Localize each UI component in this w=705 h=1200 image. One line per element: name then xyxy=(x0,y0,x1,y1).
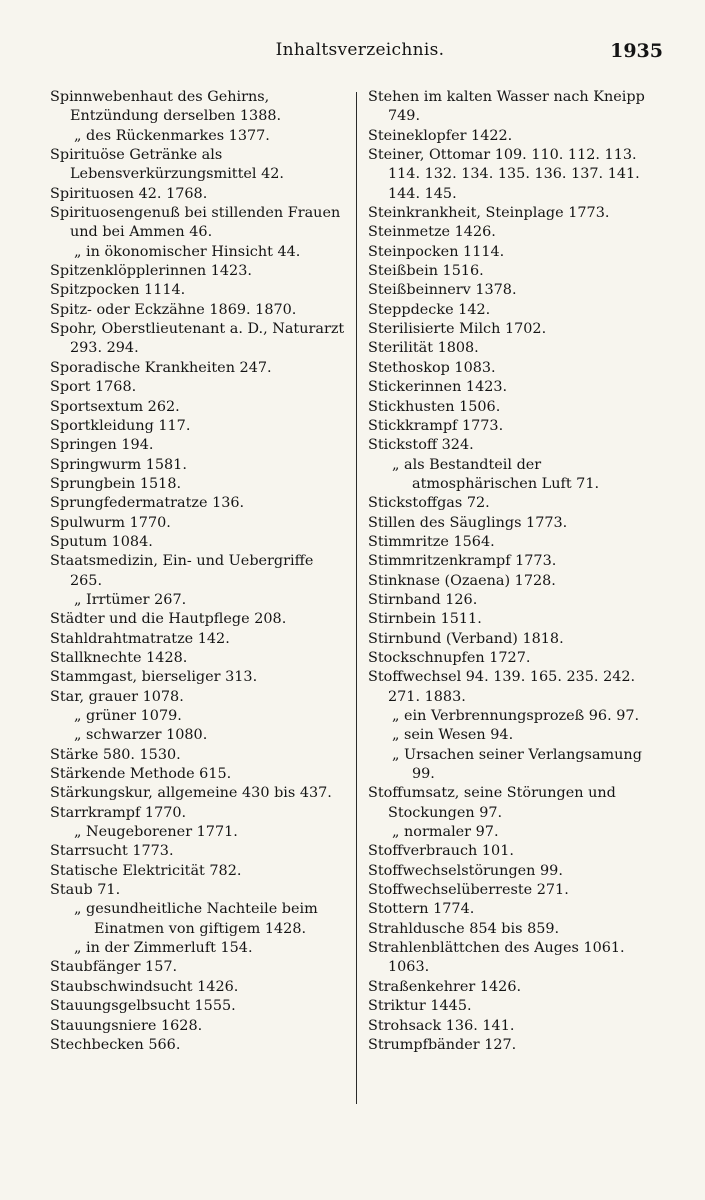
index-entry: Stammgast, bierseliger 313. xyxy=(50,669,258,686)
index-entry: Striktur 1445. xyxy=(368,998,472,1015)
index-entry: Stoffverbrauch 101. xyxy=(368,843,514,860)
index-entry: Sputum 1084. xyxy=(50,533,153,550)
index-entry: Sprungfedermatratze 136. xyxy=(50,495,245,512)
index-subentry: „ Irrtümer 267. xyxy=(74,591,187,608)
index-column-left xyxy=(50,88,346,1055)
index-entry: Strohsack 136. 141. xyxy=(368,1017,515,1034)
index-subentry: „ gesundheitliche Nachteile beim Einatmen von giftigem 1428. xyxy=(74,901,318,937)
index-entry: Steiner, Ottomar 109. 110. 112. 113. 114. 132. 134. 135. 136. 137. 141. 144. 145. xyxy=(368,147,640,202)
index-entry: Sportsextum 262. xyxy=(50,398,180,415)
index-entry: Sprungbein 1518. xyxy=(50,475,182,492)
index-entry: Stinknase (Ozaena) 1728. xyxy=(368,572,556,589)
index-subentry: „ des Rückenmarkes 1377. xyxy=(74,127,270,144)
index-entry: Stimmritzenkrampf 1773. xyxy=(368,553,557,570)
column-divider xyxy=(356,92,357,1104)
index-entry: Stauungsgelbsucht 1555. xyxy=(50,998,236,1015)
index-entry: Sterilisierte Milch 1702. xyxy=(368,321,547,338)
index-entry: Stockschnupfen 1727. xyxy=(368,649,531,666)
index-entry: Städter und die Hautpflege 208. xyxy=(50,611,287,628)
index-entry: Stehen im kalten Wasser nach Kneipp 749. xyxy=(368,89,645,125)
index-entry: Spitzenklöpplerinnen 1423. xyxy=(50,263,252,280)
index-entry: Stickstoff 324. xyxy=(368,437,474,454)
index-entry: Stallknechte 1428. xyxy=(50,649,188,666)
page-number: 1935 xyxy=(610,40,663,62)
index-entry: Stoffwechsel 94. 139. 165. 235. 242. 271. 1883. xyxy=(368,669,636,705)
index-subentry: „ ein Verbrennungsprozeß 96. 97. xyxy=(392,708,640,724)
index-entry: Stechbecken 566. xyxy=(50,1036,181,1053)
index-subentry: „ Neugeborener 1771. xyxy=(74,824,238,841)
index-entry: Steppdecke 142. xyxy=(368,301,491,318)
index-entry: Steißbein 1516. xyxy=(368,263,484,280)
index-entry: Stimmritze 1564. xyxy=(368,533,495,550)
index-entry: Starrsucht 1773. xyxy=(50,843,174,860)
index-entry: Spinnwebenhaut des Gehirns, Entzündung derselben 1388. xyxy=(50,89,282,125)
index-entry: Staubschwindsucht 1426. xyxy=(50,978,239,995)
index-subentry: „ sein Wesen 94. xyxy=(392,727,514,744)
index-entry: Stirnbund (Verband) 1818. xyxy=(368,630,564,647)
index-entry: Spulwurm 1770. xyxy=(50,514,171,531)
index-entry: Statische Elektricität 782. xyxy=(50,862,242,879)
index-entry: Strahlenblättchen des Auges 1061. 1063. xyxy=(368,940,625,976)
index-column-right xyxy=(368,88,668,1055)
index-entry: Spirituosen 42. 1768. xyxy=(50,185,208,202)
index-subentry: „ als Bestandteil der atmosphärischen Luft 71. xyxy=(392,456,600,492)
index-entry: Springen 194. xyxy=(50,437,154,454)
index-entry: Spirituosengenuß bei stillenden Frauen und bei Ammen 46. xyxy=(50,205,341,241)
index-entry: Stickstoffgas 72. xyxy=(368,495,490,512)
index-entry: Stickerinnen 1423. xyxy=(368,379,508,396)
index-subentry: „ in ökonomischer Hinsicht 44. xyxy=(74,243,301,260)
index-entry: Steineklopfer 1422. xyxy=(368,127,513,144)
index-entry: Stethoskop 1083. xyxy=(368,359,496,376)
index-entry: Spohr, Oberstlieutenant a. D., Naturarzt 293. 294. xyxy=(50,321,345,357)
index-entry: Starrkrampf 1770. xyxy=(50,804,187,821)
index-entry: Steinmetze 1426. xyxy=(368,224,496,241)
index-entry: Stärkungskur, allgemeine 430 bis 437. xyxy=(50,785,332,802)
index-entry: Steinkrankheit, Steinplage 1773. xyxy=(368,205,610,222)
index-subentry: „ in der Zimmerluft 154. xyxy=(74,940,253,957)
index-entry: Steinpocken 1114. xyxy=(368,243,505,260)
index-entry: Spitz- oder Eckzähne 1869. 1870. xyxy=(50,301,297,318)
running-header-title: Inhaltsverzeichnis. xyxy=(275,40,445,60)
index-entry: Stillen des Säuglings 1773. xyxy=(368,514,568,531)
index-entry: Staub 71. xyxy=(50,882,121,899)
index-entry: Steißbeinnerv 1378. xyxy=(368,282,517,299)
index-entry: Spitzpocken 1114. xyxy=(50,282,186,299)
index-subentry: „ Ursachen seiner Verlangsamung 99. xyxy=(392,746,642,783)
index-subentry: „ grüner 1079. xyxy=(74,708,182,724)
index-entry: Staubfänger 157. xyxy=(50,959,178,976)
index-entry: Spirituöse Getränke als Lebensverkürzungsmittel 42. xyxy=(50,147,284,183)
index-subentry: „ schwarzer 1080. xyxy=(74,727,208,744)
index-entry: Stirnband 126. xyxy=(368,591,478,608)
index-entry: Stoffwechselstörungen 99. xyxy=(368,862,563,879)
index-entry: Staatsmedizin, Ein- und Uebergriffe 265. xyxy=(50,553,314,589)
index-entry: Springwurm 1581. xyxy=(50,456,187,473)
index-entry: Sporadische Krankheiten 247. xyxy=(50,359,272,376)
index-entry: Sport 1768. xyxy=(50,379,137,396)
index-subentry: „ normaler 97. xyxy=(392,824,499,841)
index-entry: Stärke 580. 1530. xyxy=(50,746,181,763)
index-entry: Stickkrampf 1773. xyxy=(368,417,504,434)
index-entry: Stoffumsatz, seine Störungen und Stockungen 97. xyxy=(368,785,616,821)
index-entry: Stauungsniere 1628. xyxy=(50,1017,203,1034)
index-entry: Stoffwechselüberreste 271. xyxy=(368,882,569,899)
index-entry: Strahldusche 854 bis 859. xyxy=(368,920,560,937)
index-entry: Straßenkehrer 1426. xyxy=(368,978,522,995)
index-entry: Strumpfbänder 127. xyxy=(368,1036,517,1053)
index-entry: Sportkleidung 117. xyxy=(50,417,191,434)
index-entry: Stirnbein 1511. xyxy=(368,611,482,628)
index-entry: Stickhusten 1506. xyxy=(368,398,501,415)
index-entry: Star, grauer 1078. xyxy=(50,688,184,705)
index-entry: Stahldrahtmatratze 142. xyxy=(50,630,230,647)
index-entry: Sterilität 1808. xyxy=(368,340,479,357)
index-entry: Stärkende Methode 615. xyxy=(50,766,232,783)
index-entry: Stottern 1774. xyxy=(368,901,475,918)
